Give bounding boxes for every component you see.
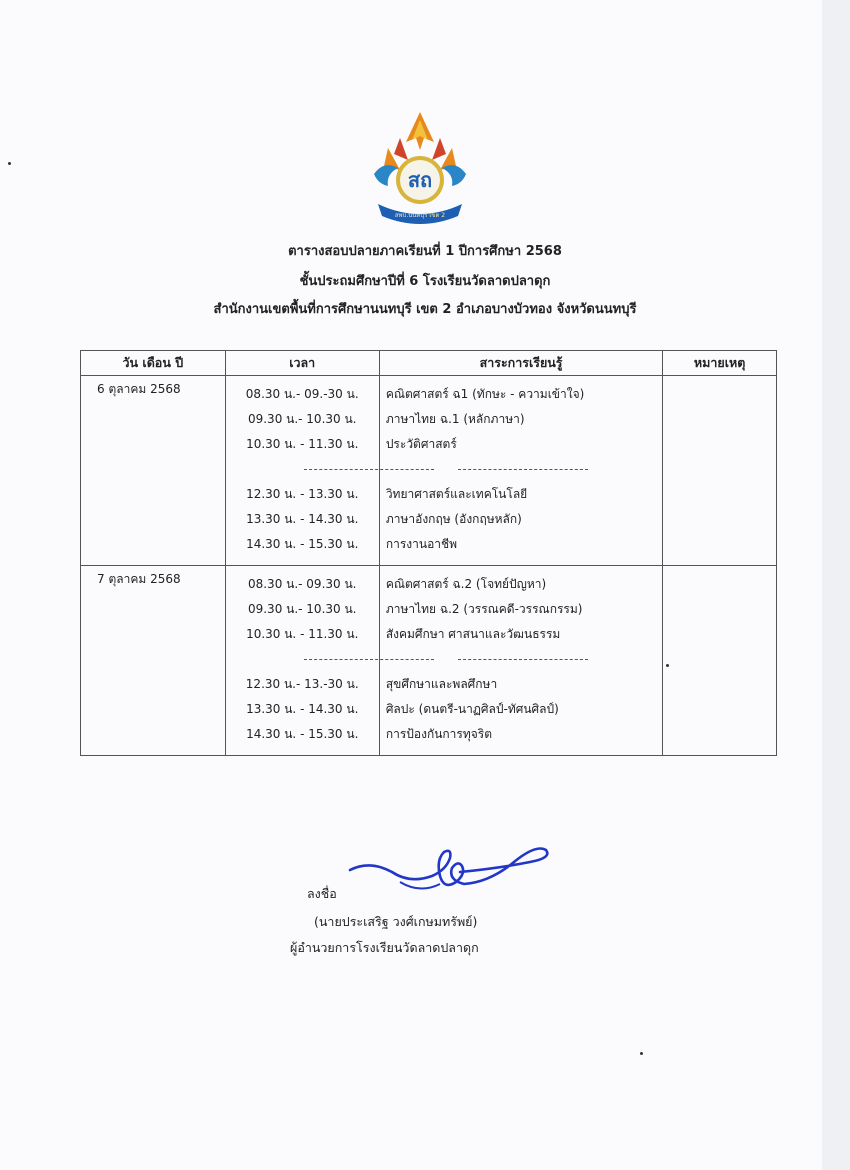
subject-item: ภาษาอังกฤษ (อังกฤษหลัก) (385, 512, 522, 526)
subject-item: สังคมศึกษา ศาสนาและวัฒนธรรม (385, 627, 561, 641)
column-header-time: เวลา (225, 351, 379, 376)
svg-text:สพป.นนทบุรี เขต 2: สพป.นนทบุรี เขต 2 (394, 212, 446, 219)
time-slot: 13.30 น. - 14.30 น. (246, 702, 359, 716)
column-header-subject: สาระการเรียนรู้ (379, 351, 662, 376)
time-slot: 12.30 น. - 13.30 น. (246, 487, 359, 501)
signatory-name: (นายประเสริฐ วงศ์เกษมทรัพย์) (314, 914, 478, 929)
scan-speck (640, 1052, 643, 1055)
subject-item: สุขศึกษาและพลศึกษา (385, 677, 498, 691)
table-row (81, 566, 777, 756)
time-cell (225, 566, 379, 756)
time-slot: 09.30 น.- 10.30 น. (247, 602, 357, 616)
time-slot: 09.30 น.- 10.30 น. (247, 412, 357, 426)
time-slot: 14.30 น. - 15.30 น. (246, 537, 359, 551)
time-slot: 08.30 น.- 09.-30 น. (245, 387, 359, 401)
subject-cell (379, 566, 662, 756)
school-emblem-logo (364, 108, 476, 230)
column-header-remarks: หมายเหตุ (663, 351, 777, 376)
subject-item: ประวัติศาสตร์ (385, 437, 457, 451)
education-office-subtitle: สำนักงานเขตพื้นที่การศึกษานนทบุรี เขต 2 อำเภอบางบัวทอง จังหวัดนนทบุรี (213, 302, 637, 317)
time-slot: 14.30 น. - 15.30 น. (246, 727, 359, 741)
subject-item: การป้องกันการทุจริต (385, 727, 493, 741)
exam-schedule-table (80, 350, 777, 756)
table-header-row (81, 351, 777, 376)
lunch-divider-dashed (380, 647, 662, 672)
exam-date: 6 ตุลาคม 2568 (81, 376, 226, 566)
remarks-cell (663, 376, 777, 566)
handwritten-signature (340, 832, 550, 902)
lunch-gap (226, 457, 379, 482)
scan-speck (666, 664, 669, 667)
scan-speck (8, 162, 11, 165)
subject-item: ภาษาไทย ฉ.1 (หลักภาษา) (385, 412, 525, 426)
subject-item: คณิตศาสตร์ ฉ.2 (โจทย์ปัญหา) (385, 577, 547, 591)
signatory-position: ผู้อำนวยการโรงเรียนวัดลาดปลาดุก (290, 940, 479, 955)
subject-item: ศิลปะ (ดนตรี-นาฏศิลป์-ทัศนศิลป์) (385, 702, 559, 716)
time-slot: 08.30 น.- 09.30 น. (247, 577, 357, 591)
grade-school-subtitle: ชั้นประถมศึกษาปีที่ 6 โรงเรียนวัดลาดปลาดุก (299, 274, 551, 289)
remarks-cell (663, 566, 777, 756)
lunch-divider-dashed (380, 457, 662, 482)
time-slot: 10.30 น. - 11.30 น. (246, 437, 359, 451)
svg-text:สถ: สถ (407, 168, 433, 192)
subject-item: คณิตศาสตร์ ฉ1 (ทักษะ - ความเข้าใจ) (385, 387, 585, 401)
subject-item: ภาษาไทย ฉ.2 (วรรณคดี-วรรณกรรม) (385, 602, 583, 616)
time-slot: 13.30 น. - 14.30 น. (246, 512, 359, 526)
column-header-date: วัน เดือน ปี (81, 351, 226, 376)
page-edge-shadow (822, 0, 850, 1170)
subject-item: วิทยาศาสตร์และเทคโนโลยี (385, 487, 528, 501)
subject-item: การงานอาชีพ (385, 537, 458, 551)
time-cell (225, 376, 379, 566)
time-slot: 12.30 น.- 13.-30 น. (245, 677, 359, 691)
subject-cell (379, 376, 662, 566)
table-row (81, 376, 777, 566)
lunch-gap (226, 647, 379, 672)
exam-date: 7 ตุลาคม 2568 (81, 566, 226, 756)
signature-label: ลงชื่อ (307, 886, 337, 901)
time-slot: 10.30 น. - 11.30 น. (246, 627, 359, 641)
exam-schedule-title: ตารางสอบปลายภาคเรียนที่ 1 ปีการศึกษา 2568 (288, 244, 562, 259)
